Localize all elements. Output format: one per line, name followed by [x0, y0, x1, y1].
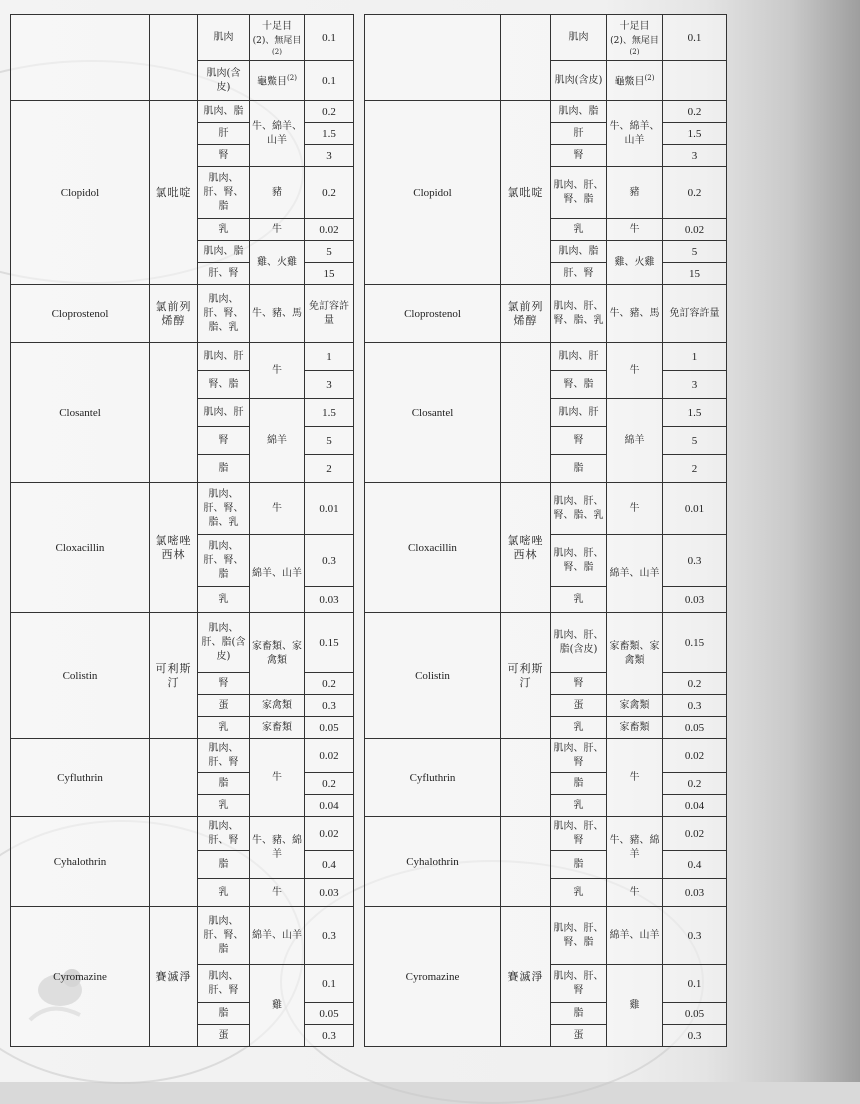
species-cell: 牛	[250, 219, 305, 241]
tissue-cell: 腎	[551, 145, 607, 167]
value-cell: 0.4	[305, 851, 354, 879]
tissue-cell: 肝	[551, 123, 607, 145]
drug-chinese-name	[501, 343, 551, 483]
value-cell: 0.2	[305, 673, 354, 695]
drug-name: Cloxacillin	[365, 483, 501, 613]
mrl-table-left	[10, 14, 354, 1047]
drug-chinese-name: 氯吡啶	[501, 101, 551, 285]
tissue-cell: 腎	[551, 427, 607, 455]
tissue-cell: 肌肉、肝、腎、脂	[198, 167, 250, 219]
drug-chinese-name	[150, 343, 198, 483]
tissue-cell: 乳	[198, 879, 250, 907]
species-cell: 家畜類、家禽類	[250, 613, 305, 695]
species-cell: 牛、綿羊、山羊	[250, 101, 305, 167]
tissue-cell: 肌肉、肝、腎、脂、乳	[551, 285, 607, 343]
species-cell: 綿羊、山羊	[250, 907, 305, 965]
value-cell: 0.1	[663, 15, 727, 61]
species-cell: 牛、綿羊、山羊	[607, 101, 663, 167]
species-sup: (2)	[287, 74, 297, 83]
value-cell: 0.2	[663, 167, 727, 219]
tissue-cell: 肌肉、肝、腎	[551, 965, 607, 1003]
drug-chinese-name: 賽滅淨	[501, 907, 551, 1047]
tissue-cell: 蛋	[198, 1025, 250, 1047]
drug-name: Colistin	[11, 613, 150, 739]
value-cell: 1	[305, 343, 354, 371]
tissue-cell: 肌肉、肝、腎、脂	[198, 907, 250, 965]
tissue-cell: 乳	[198, 219, 250, 241]
species-sup: (2)	[644, 74, 655, 83]
drug-name-cell	[365, 15, 501, 101]
drug-chinese-name	[501, 817, 551, 907]
species-cell: 綿羊、山羊	[250, 535, 305, 613]
value-cell: 5	[663, 427, 727, 455]
value-cell: 0.2	[663, 673, 727, 695]
value-cell	[663, 61, 727, 101]
tissue-cell: 肌肉、肝、脂(含皮)	[198, 613, 250, 673]
species-cell: 牛	[607, 739, 663, 817]
tissue-cell: 腎	[551, 673, 607, 695]
tissue-cell: 腎、脂	[198, 371, 250, 399]
tissue-cell: 乳	[551, 587, 607, 613]
species-cell: 牛	[250, 483, 305, 535]
species-note-sup: (2)	[272, 47, 282, 56]
tissue-cell: 肝、腎	[551, 263, 607, 285]
value-cell: 免訂容許量	[663, 285, 727, 343]
drug-chinese-name: 可利斯汀	[501, 613, 551, 739]
chinese-name-cell	[150, 15, 198, 101]
drug-name: Cyhalothrin	[11, 817, 150, 907]
tissue-cell: 蛋	[551, 695, 607, 717]
value-cell: 0.2	[663, 773, 727, 795]
tissue-cell: 脂	[198, 455, 250, 483]
drug-name: Cloprostenol	[11, 285, 150, 343]
tissue-cell: 乳	[551, 219, 607, 241]
value-cell: 1.5	[663, 123, 727, 145]
species-cell: 綿羊、山羊	[607, 907, 663, 965]
value-cell: 1	[663, 343, 727, 371]
species-cell: 家禽類	[607, 695, 663, 717]
tissue-cell: 肌肉、肝	[198, 399, 250, 427]
species-cell: 牛	[607, 879, 663, 907]
tissue-cell: 肌肉、肝、腎	[198, 739, 250, 773]
value-cell: 0.3	[305, 907, 354, 965]
drug-name: Closantel	[365, 343, 501, 483]
species-cell: 牛	[607, 343, 663, 399]
species-line: 龜鱉目	[614, 76, 645, 88]
value-cell: 0.1	[663, 965, 727, 1003]
value-cell: 0.1	[305, 15, 354, 61]
species-cell	[250, 61, 305, 101]
species-cell: 綿羊	[250, 399, 305, 483]
tissue-cell: 腎	[198, 145, 250, 167]
species-cell: 綿羊	[607, 399, 663, 483]
species-cell: 豬	[250, 167, 305, 219]
drug-chinese-name	[150, 817, 198, 907]
species-cell: 家畜類	[250, 717, 305, 739]
tissue-cell: 乳	[198, 587, 250, 613]
drug-chinese-name: 氯嘧唑西林	[501, 483, 551, 613]
tissue-cell: 腎	[198, 427, 250, 455]
tissue-cell: 肌肉、脂	[198, 241, 250, 263]
drug-name: Cyfluthrin	[365, 739, 501, 817]
value-cell: 0.2	[663, 101, 727, 123]
drug-chinese-name: 氯前列烯醇	[150, 285, 198, 343]
value-cell: 3	[305, 145, 354, 167]
value-cell: 0.3	[663, 695, 727, 717]
mrl-table-right	[364, 14, 727, 1047]
value-cell: 0.3	[663, 907, 727, 965]
species-cell: 牛	[607, 483, 663, 535]
value-cell: 0.05	[305, 1003, 354, 1025]
value-cell: 0.1	[305, 61, 354, 101]
species-cell: 牛、豬、綿羊	[607, 817, 663, 879]
value-cell: 0.1	[305, 965, 354, 1003]
value-cell: 1.5	[305, 123, 354, 145]
value-cell: 0.05	[663, 1003, 727, 1025]
species-cell: 雞	[607, 965, 663, 1047]
tissue-cell: 蛋	[551, 1025, 607, 1047]
value-cell: 5	[305, 241, 354, 263]
tissue-cell: 脂	[198, 851, 250, 879]
value-cell: 0.3	[305, 1025, 354, 1047]
species-note-sup: (2)	[629, 47, 640, 56]
value-cell: 0.2	[305, 773, 354, 795]
value-cell: 5	[305, 427, 354, 455]
value-cell: 0.03	[663, 879, 727, 907]
drug-chinese-name: 氯嘧唑西林	[150, 483, 198, 613]
tissue-cell: 蛋	[198, 695, 250, 717]
value-cell: 0.4	[663, 851, 727, 879]
value-cell: 0.15	[305, 613, 354, 673]
drug-name: Cloxacillin	[11, 483, 150, 613]
value-cell: 0.05	[305, 717, 354, 739]
value-cell: 0.03	[305, 879, 354, 907]
species-cell: 牛	[607, 219, 663, 241]
value-cell: 0.02	[663, 817, 727, 851]
tissue-cell: 肌肉、脂	[551, 241, 607, 263]
tissue-cell: 肌肉、肝、腎、脂、乳	[198, 483, 250, 535]
species-cell	[607, 61, 663, 101]
tissue-cell: 脂	[551, 773, 607, 795]
species-cell: 雞	[250, 965, 305, 1047]
tissue-cell: 肌肉(含皮)	[551, 61, 607, 101]
tissue-cell: 脂	[198, 1003, 250, 1025]
drug-name: Closantel	[11, 343, 150, 483]
species-note: (2)、無尾目	[252, 35, 302, 46]
value-cell: 15	[663, 263, 727, 285]
drug-chinese-name	[150, 739, 198, 817]
species-cell	[607, 15, 663, 61]
species-line: 龜鱉目	[257, 76, 288, 88]
value-cell: 0.2	[305, 167, 354, 219]
species-cell: 雞、火雞	[250, 241, 305, 285]
tissue-cell: 肌肉、肝	[198, 343, 250, 371]
value-cell: 0.02	[305, 817, 354, 851]
species-cell: 牛、豬、馬	[250, 285, 305, 343]
tissue-cell: 脂	[551, 851, 607, 879]
species-cell: 牛	[250, 739, 305, 817]
tissue-cell: 肌肉、肝、腎、脂、乳	[551, 483, 607, 535]
value-cell: 15	[305, 263, 354, 285]
tissue-cell: 肌肉、肝	[551, 343, 607, 371]
tissue-cell: 乳	[198, 795, 250, 817]
species-line: 十足目	[619, 20, 650, 32]
drug-chinese-name: 可利斯汀	[150, 613, 198, 739]
value-cell: 0.02	[305, 739, 354, 773]
value-cell: 0.02	[305, 219, 354, 241]
tissue-cell: 肌肉(含皮)	[198, 61, 250, 101]
value-cell: 0.03	[305, 587, 354, 613]
species-cell: 綿羊、山羊	[607, 535, 663, 613]
tissue-cell: 肌肉、脂	[198, 101, 250, 123]
value-cell: 免訂容許量	[305, 285, 354, 343]
value-cell: 1.5	[305, 399, 354, 427]
tissue-cell: 肌肉、肝、腎、脂	[551, 907, 607, 965]
tissue-cell: 肌肉、肝、腎	[551, 817, 607, 851]
tissue-cell: 肌肉、肝、腎	[198, 965, 250, 1003]
tissue-cell: 脂	[198, 773, 250, 795]
tissue-cell: 肝、腎	[198, 263, 250, 285]
tissue-cell: 肌肉、脂	[551, 101, 607, 123]
drug-chinese-name	[501, 739, 551, 817]
species-cell	[250, 15, 305, 61]
species-cell: 家畜類、家禽類	[607, 613, 663, 695]
species-cell: 雞、火雞	[607, 241, 663, 285]
species-cell: 牛	[250, 343, 305, 399]
value-cell: 3	[663, 371, 727, 399]
chinese-name-cell	[501, 15, 551, 101]
tissue-cell: 肌肉	[198, 15, 250, 61]
drug-name: Cloprostenol	[365, 285, 501, 343]
drug-name-cell	[11, 15, 150, 101]
species-line: 十足目	[262, 20, 292, 32]
tissue-cell: 肌肉、肝、腎	[198, 817, 250, 851]
species-cell: 家禽類	[250, 695, 305, 717]
tissue-cell: 肌肉	[551, 15, 607, 61]
value-cell: 2	[305, 455, 354, 483]
species-cell: 牛、豬、綿羊	[250, 817, 305, 879]
value-cell: 0.05	[663, 717, 727, 739]
value-cell: 0.01	[663, 483, 727, 535]
drug-name: Colistin	[365, 613, 501, 739]
species-cell: 牛	[250, 879, 305, 907]
value-cell: 0.02	[663, 739, 727, 773]
value-cell: 1.5	[663, 399, 727, 427]
tissue-cell: 脂	[551, 455, 607, 483]
value-cell: 3	[305, 371, 354, 399]
species-note: (2)、無尾目	[610, 35, 659, 46]
tissue-cell: 肌肉、肝、腎、脂	[551, 167, 607, 219]
value-cell: 0.15	[663, 613, 727, 673]
value-cell: 0.02	[663, 219, 727, 241]
tissue-cell: 乳	[551, 795, 607, 817]
tissue-cell: 肌肉、肝、腎	[551, 739, 607, 773]
value-cell: 2	[663, 455, 727, 483]
value-cell: 5	[663, 241, 727, 263]
value-cell: 0.04	[305, 795, 354, 817]
value-cell: 0.2	[305, 101, 354, 123]
value-cell: 0.3	[663, 535, 727, 587]
drug-name: Cyfluthrin	[11, 739, 150, 817]
drug-chinese-name: 氯前列烯醇	[501, 285, 551, 343]
species-cell: 家畜類	[607, 717, 663, 739]
drug-chinese-name: 賽滅淨	[150, 907, 198, 1047]
tissue-cell: 腎	[198, 673, 250, 695]
drug-chinese-name: 氯吡啶	[150, 101, 198, 285]
value-cell: 0.3	[305, 695, 354, 717]
value-cell: 3	[663, 145, 727, 167]
drug-name: Clopidol	[11, 101, 150, 285]
tissue-cell: 肌肉、肝	[551, 399, 607, 427]
drug-name: Cyhalothrin	[365, 817, 501, 907]
value-cell: 0.3	[305, 535, 354, 587]
tissue-cell: 脂	[551, 1003, 607, 1025]
drug-name: Cyromazine	[365, 907, 501, 1047]
tissue-cell: 腎、脂	[551, 371, 607, 399]
tissue-cell: 肌肉、肝、腎、脂	[198, 535, 250, 587]
value-cell: 0.3	[663, 1025, 727, 1047]
tissue-cell: 乳	[551, 879, 607, 907]
tissue-cell: 肝	[198, 123, 250, 145]
value-cell: 0.01	[305, 483, 354, 535]
tissue-cell: 肌肉、肝、腎、脂、乳	[198, 285, 250, 343]
tissue-cell: 乳	[198, 717, 250, 739]
drug-name: Cyromazine	[11, 907, 150, 1047]
tissue-cell: 肌肉、肝、腎、脂	[551, 535, 607, 587]
tissue-cell: 肌肉、肝、脂(含皮)	[551, 613, 607, 673]
tissue-cell: 乳	[551, 717, 607, 739]
value-cell: 0.04	[663, 795, 727, 817]
drug-name: Clopidol	[365, 101, 501, 285]
value-cell: 0.03	[663, 587, 727, 613]
species-cell: 牛、豬、馬	[607, 285, 663, 343]
species-cell: 豬	[607, 167, 663, 219]
